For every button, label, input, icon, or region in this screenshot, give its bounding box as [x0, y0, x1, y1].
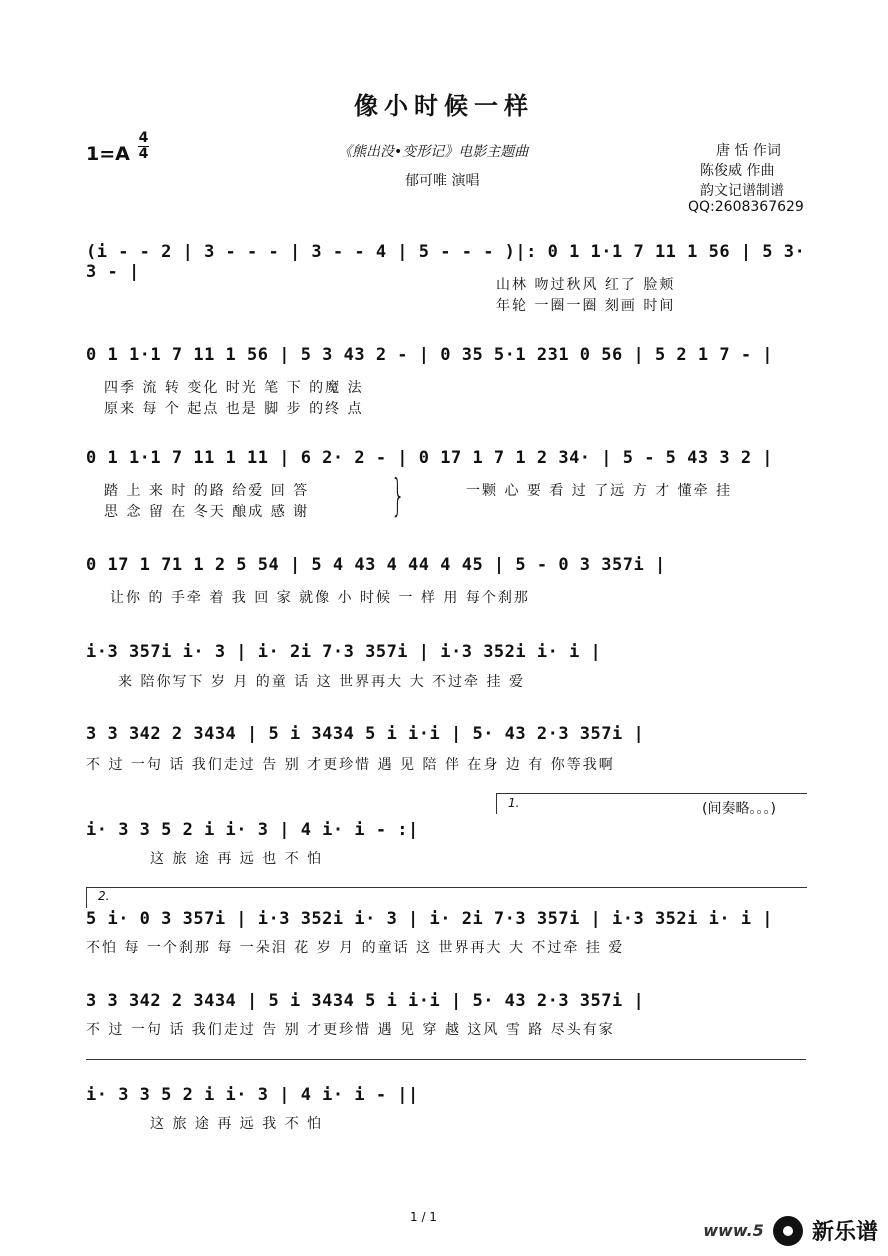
page-number: 1 / 1 [410, 1210, 437, 1224]
transcriber-credit: 韵文记谱制谱 [700, 183, 784, 199]
score-row-5: i·3 357i i· 3 | i· 2i 7·3 357i | i·3 352i i· i | [86, 642, 602, 662]
first-ending-label: 1. [508, 796, 520, 810]
time-signature [138, 131, 149, 162]
interlude-note: (间奏略。。。) [702, 801, 776, 817]
lyrics-row-1-verse-2: 年轮 一圈一圈 刻画 时间 [496, 298, 676, 314]
lyrics-row-2-verse-2: 原来 每 个 起点 也是 脚 步 的终 点 [104, 401, 364, 417]
song-title: 像小时候一样 [354, 92, 534, 120]
lyrics-row-3-verse-2: 思 念 留 在 冬天 酿成 感 谢 [104, 504, 310, 520]
score-row-4: 0 17 1 71 1 2 5 54 | 5 4 43 4 44 4 45 | 5 - 0 3 357i | [86, 555, 666, 575]
score-row-1: (i - - 2 | 3 - - - | 3 - - 4 | 5 - - - )|: 0 1 1·1 7 11 1 56 | 5 3· 3 - | [86, 242, 806, 282]
lyrics-row-2-verse-1: 四季 流 转 变化 时光 笔 下 的魔 法 [104, 380, 364, 396]
score-row-7: i· 3 3 5 2 i i· 3 | 4 i· i - :| [86, 820, 419, 840]
score-row-9: 3 3 342 2 3434 | 5 i 3434 5 i i·i | 5· 43 2·3 357i | [86, 991, 645, 1011]
contact-credit: QQ:2608367629 [688, 199, 804, 215]
lyrics-row-10: 这 旅 途 再 远 我 不 怕 [150, 1116, 324, 1132]
composer-credit: 陈俊威 作曲 [700, 163, 775, 179]
lyrics-row-3-shared: 一颗 心 要 看 过 了远 方 才 懂牵 挂 [466, 483, 733, 499]
lyrics-row-4: 让你 的 手牵 着 我 回 家 就像 小 时候 一 样 用 每个刹那 [110, 590, 530, 606]
lyrics-row-8: 不怕 每 一个刹那 每 一朵泪 花 岁 月 的童话 这 世界再大 大 不过牵 挂 爱 [86, 940, 625, 956]
lyrics-row-9: 不 过 一句 话 我们走过 告 别 才更珍惜 遇 见 穿 越 这风 雪 路 尽头有家 [86, 1022, 615, 1038]
site-logo[interactable] [703, 1215, 878, 1246]
lyrics-row-5: 来 陪你写下 岁 月 的童 话 这 世界再大 大 不过牵 挂 爱 [118, 674, 525, 690]
lyrics-row-1-verse-1: 山林 吻过秋风 红了 脸颊 [496, 277, 676, 293]
site-url: www.5 [703, 1221, 764, 1240]
score-row-8: 5 i· 0 3 357i | i·3 352i i· 3 | i· 2i 7·3 357i | i·3 352i i· i | [86, 909, 774, 929]
time-numerator: 4 [138, 130, 149, 146]
score-row-10: i· 3 3 5 2 i i· 3 | 4 i· i - || [86, 1085, 419, 1105]
disc-icon [773, 1216, 803, 1246]
key-signature [86, 130, 149, 165]
score-row-2: 0 1 1·1 7 11 1 56 | 5 3 43 2 - | 0 35 5·1 231 0 56 | 5 2 1 7 - | [86, 345, 774, 365]
second-ending-label: 2. [98, 889, 110, 903]
verse-brace: } [391, 470, 405, 521]
singer: 郁可唯 演唱 [405, 173, 480, 189]
second-ending-bracket [86, 887, 807, 908]
subtitle: 《熊出没•变形记》电影主题曲 [338, 144, 529, 160]
score-row-3: 0 1 1·1 7 11 1 11 | 6 2· 2 - | 0 17 1 7 1 2 34· | 5 - 5 43 3 2 | [86, 448, 774, 468]
final-line [86, 1059, 806, 1060]
time-denominator: 4 [138, 146, 149, 162]
lyrics-row-6: 不 过 一句 话 我们走过 告 别 才更珍惜 遇 见 陪 伴 在身 边 有 你等我啊 [86, 757, 615, 773]
lyricist-credit: 唐 恬 作词 [716, 143, 781, 159]
score-row-6: 3 3 342 2 3434 | 5 i 3434 5 i i·i | 5· 43 2·3 357i | [86, 724, 645, 744]
lyrics-row-7: 这 旅 途 再 远 也 不 怕 [150, 851, 324, 867]
lyrics-row-3-verse-1: 踏 上 来 时 的路 给爱 回 答 [104, 483, 310, 499]
site-name: 新乐谱 [811, 1220, 878, 1245]
key-label: 1=A [86, 143, 130, 165]
